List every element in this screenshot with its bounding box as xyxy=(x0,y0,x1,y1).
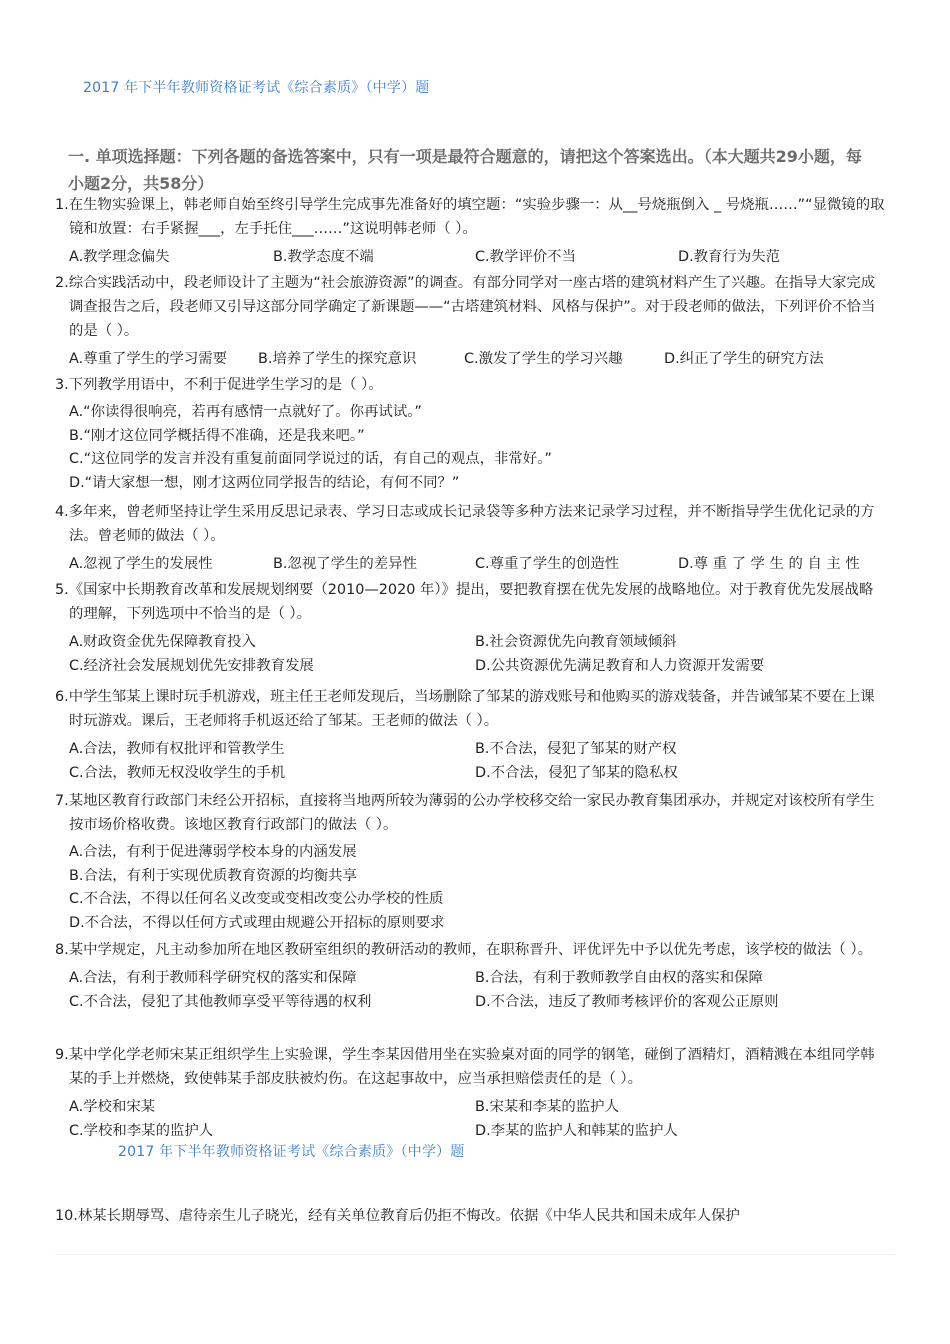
option-a: A.学校和宋某 xyxy=(69,1099,156,1115)
section-heading: 一. 单项选择题：下列各题的备选答案中，只有一项是最符合题意的，请把这个答案选出。（本大题共29小题，每小题2分，共58分） xyxy=(68,147,862,193)
question-6 xyxy=(55,685,885,785)
question-3 xyxy=(55,373,885,494)
option-a: A.教学理念偏失 xyxy=(69,249,170,265)
option-a: A.合法，有利于教师科学研究权的落实和保障 xyxy=(69,970,357,986)
option-c: C.尊重了学生的创造性 xyxy=(475,556,620,572)
question-stem: 4.多年来，曾老师坚持让学生采用反思记录表、学习日志或成长记录袋等多种方法来记录学习过程，并不断指导学生优化记录的方法。曾老师的做法（ ）。 xyxy=(55,504,875,544)
question-4 xyxy=(55,500,885,576)
question-2 xyxy=(55,271,885,371)
option-d: D.不合法，不得以任何方式或理由规避公开招标的原则要求 xyxy=(69,914,445,931)
option-a: A.财政资金优先保障教育投入 xyxy=(69,634,256,650)
option-d: D.教育行为失范 xyxy=(678,249,780,265)
option-b: B.不合法，侵犯了邹某的财产权 xyxy=(475,741,677,757)
question-10 xyxy=(55,1204,885,1228)
question-5 xyxy=(55,578,885,678)
question-stem: 6.中学生邹某上课时玩手机游戏，班主任王老师发现后，当场删除了邹某的游戏账号和他购买的游戏装备，并告诫邹某不要在上课时玩游戏。课后，王老师将手机返还给了邹某。王老师的做法（ ）。 xyxy=(55,689,875,729)
option-c: C.不合法，不得以任何名义改变或变相改变公办学校的性质 xyxy=(69,891,444,907)
option-d: D.尊 重 了 学 生 的 自 主 性 xyxy=(678,556,860,572)
question-stem: 8.某中学规定，凡主动参加所在地区教研室组织的教研活动的教师，在职称晋升、评优评先中予以优先考虑，该学校的做法（ ）。 xyxy=(55,942,872,958)
question-1 xyxy=(55,193,885,269)
question-stem: 10.林某长期辱骂、虐待亲生儿子晓光，经有关单位教育后仍拒不悔改。依据《中华人民共和国未成年人保护 xyxy=(55,1208,740,1224)
option-a: A.尊重了学生的学习需要 xyxy=(69,351,228,367)
option-d: D.公共资源优先满足教育和人力资源开发需要 xyxy=(475,658,765,674)
option-b: B.宋某和李某的监护人 xyxy=(475,1099,619,1115)
option-b: B.“刚才这位同学概括得不准确，还是我来吧。” xyxy=(69,427,365,444)
question-7 xyxy=(55,789,885,934)
option-d: D.“请大家想一想，刚才这两位同学报告的结论，有何不同？” xyxy=(69,474,460,491)
option-c: C.不合法，侵犯了其他教师享受平等待遇的权利 xyxy=(69,994,372,1010)
option-b: B.教学态度不端 xyxy=(273,249,374,265)
option-d: D.不合法，侵犯了邹某的隐私权 xyxy=(475,765,678,781)
question-8 xyxy=(55,938,885,1014)
question-stem: 1.在生物实验课上，韩老师自始至终引导学生完成事先准备好的填空题：“实验步骤一：从__号烧瓶倒入 _ 号烧瓶……”“显微镜的取镜和放置：右手紧握___，左手托住___……”这说明韩老师（ ）。 xyxy=(55,197,885,237)
option-a: A.合法，教师有权批评和管教学生 xyxy=(69,741,285,757)
option-d: D.纠正了学生的研究方法 xyxy=(664,351,824,367)
page-header-title-repeat: 2017 年下半年教师资格证考试《综合素质》（中学）题 xyxy=(118,1144,465,1160)
option-c: C.教学评价不当 xyxy=(475,249,576,265)
option-c: C.学校和李某的监护人 xyxy=(69,1123,214,1139)
option-b: B.合法，有利于实现优质教育资源的均衡共享 xyxy=(69,867,357,884)
option-b: B.社会资源优先向教育领域倾斜 xyxy=(475,634,677,650)
question-stem: 3.下列教学用语中，不利于促进学生学习的是（ ）。 xyxy=(55,377,383,393)
option-d: D.李某的监护人和韩某的监护人 xyxy=(475,1123,678,1139)
option-c: C.经济社会发展规划优先安排教育发展 xyxy=(69,658,314,674)
option-c: C.“这位同学的发言并没有重复前面同学说过的话，有自己的观点，非常好。” xyxy=(69,451,552,467)
option-d: D.不合法，违反了教师考核评价的客观公正原则 xyxy=(475,994,779,1010)
question-stem: 5.《国家中长期教育改革和发展规划纲要（2010—2020 年）》提出，要把教育摆在优先发展的战略地位。对于教育优先发展战略的理解，下列选项中不恰当的是（ ）。 xyxy=(55,582,874,622)
question-9 xyxy=(55,1043,885,1143)
page-header-title: 2017 年下半年教师资格证考试《综合素质》（中学）题 xyxy=(83,80,430,96)
option-a: A.“你读得很响亮，若再有感情一点就好了。你再试试。” xyxy=(69,404,422,420)
option-c: C.合法，教师无权没收学生的手机 xyxy=(69,765,286,781)
option-b: B.合法，有利于教师教学自由权的落实和保障 xyxy=(475,970,763,986)
option-c: C.激发了学生的学习兴趣 xyxy=(464,351,623,367)
question-stem: 9.某中学化学老师宋某正组织学生上实验课，学生李某因借用坐在实验桌对面的同学的钢笔，碰倒了酒精灯，酒精溅在本组同学韩某的手上并燃烧，致使韩某手部皮肤被灼伤。在这起事故中，应当承担赔偿责任的是（ ）。 xyxy=(55,1047,875,1087)
option-a: A.合法，有利于促进薄弱学校本身的内涵发展 xyxy=(69,844,357,860)
option-a: A.忽视了学生的发展性 xyxy=(69,556,213,572)
option-b: B.培养了学生的探究意识 xyxy=(258,351,417,367)
page-divider xyxy=(55,1254,895,1255)
question-stem: 2.综合实践活动中，段老师设计了主题为“社会旅游资源”的调查。有部分同学对一座古塔的建筑材料产生了兴趣。在指导大家完成调查报告之后，段老师又引导这部分同学确定了新课题——“古塔建筑材料、风格与保护”。对于段老师的做法，下列评价不恰当的是（ ）。 xyxy=(55,275,876,339)
question-stem: 7.某地区教育行政部门未经公开招标，直接将当地两所较为薄弱的公办学校移交给一家民办教育集团承办，并规定对该校所有学生按市场价格收费。该地区教育行政部门的做法（ ）。 xyxy=(55,793,875,833)
option-b: B.忽视了学生的差异性 xyxy=(273,556,417,572)
